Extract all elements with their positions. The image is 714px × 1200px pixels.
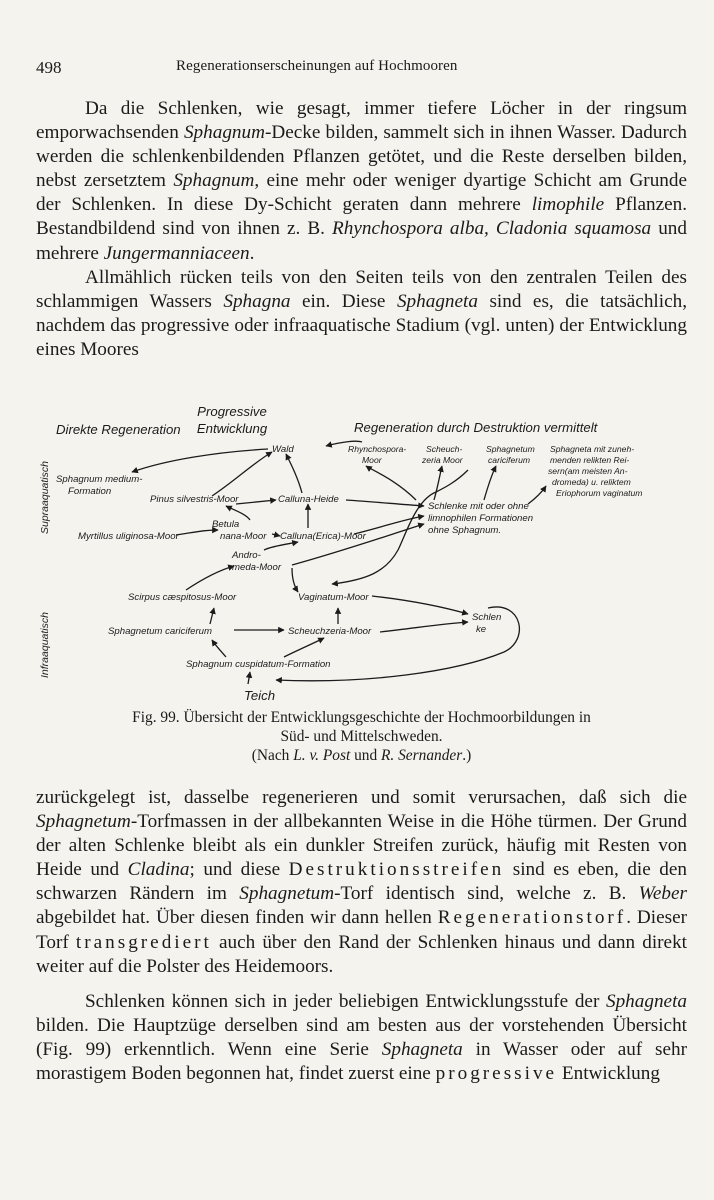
arrow-heide-to-schlenke: [346, 500, 424, 506]
arrow-betula-to-pinus: [226, 506, 250, 520]
arrow-scheuchzeria-to-schlenke: [380, 622, 468, 632]
node-andromeda-2: meda-Moor: [232, 562, 282, 573]
node-relikt-1: Sphagneta mit zuneh-: [550, 444, 635, 454]
arrow-andromeda-to-vaginatum: [292, 568, 298, 592]
arrow-schlenke-to-relikt: [528, 486, 546, 504]
node-relikt-3: sern(am meisten An-: [548, 466, 628, 476]
figure-caption: [36, 708, 687, 765]
label-supraaquatisch: Supraaquatisch: [39, 461, 51, 534]
body-text-bottom: [36, 786, 687, 1086]
caption-line-2: Süd- und Mittelschweden.: [280, 728, 443, 745]
caption-line-1: Fig. 99. Übersicht der Entwicklungsgeschichte der Hochmoorbildungen in: [132, 709, 591, 726]
arrow-scirpus-to-andromeda: [186, 566, 234, 590]
heading-progressive: Progressive: [197, 404, 267, 419]
node-schlenke-2: ke: [476, 624, 487, 635]
heading-direkte-regeneration: Direkte Regeneration: [56, 422, 181, 437]
label-infraaquatisch: Infraaquatisch: [39, 612, 51, 678]
arrow-vaginatum-to-schlenke: [372, 596, 468, 614]
arrow-andromeda-to-erica: [264, 542, 298, 550]
arrow-cuspidatum-to-scheuchzeria: [284, 638, 324, 657]
node-wald: Wald: [272, 444, 294, 455]
paragraph-regenerieren: zurückgelegt ist, dasselbe regenerieren und somit verursachen, daß sich die Sphagnetum-Torfmassen in der allbekannten Weise in die Höhe türmen. Der Grund der alten Schlenke bleibt als ein dunkler Streifen zurück, häufig mit Resten von Heide und Cladina; und diese Destruktionsstreifen sind es eben, die den schwarzen Rändern im Sphagnetum-Torf identisch sind, welche z. B. Weber abgebildet hat. Über diesen finden wir dann hellen Regenerationstorf. Dieser Torf transgrediert auch über den Rand der Schlenken hinaus und dann direkt weiter auf die Polster des Heidemoors.: [36, 787, 688, 977]
caption-line-3: (Nach L. v. Post und R. Sernander.): [251, 747, 472, 764]
body-text-top: [36, 97, 687, 362]
node-scheuchzeria-2: zeria Moor: [422, 455, 463, 465]
node-betula-1: Betula: [212, 519, 240, 530]
node-scirpus-moor: Scirpus cæspitosus-Moor: [128, 592, 237, 603]
figure-99-diagram: [36, 400, 687, 704]
node-teich: Teich: [244, 688, 276, 703]
node-pinus-moor: Pinus silvestris-Moor: [150, 494, 239, 505]
node-calluna-erica-moor: Calluna(Erica)-Moor: [280, 531, 366, 542]
arrow-caric-to-scirpus: [210, 608, 214, 624]
node-sphagnetum-cariciferum-2: cariciferum: [488, 455, 531, 465]
node-vaginatum-moor: Vaginatum-Moor: [298, 592, 369, 603]
arrow-pinus-to-wald: [212, 452, 272, 496]
running-title: Regenerationserscheinungen auf Hochmooren: [176, 58, 458, 74]
arrow-schlenke-to-rhynchospora: [366, 466, 416, 500]
page-header: [36, 58, 676, 82]
page-number: 498: [36, 58, 62, 77]
node-andromeda-1: Andro-: [232, 550, 261, 561]
node-sphagnum-medium-1: Sphagnum medium-: [56, 474, 143, 485]
heading-destruktion: Regeneration durch Destruktion vermittelt: [354, 420, 598, 435]
node-cuspidatum-formation: Sphagnum cuspidatum-Formation: [186, 659, 331, 670]
node-relikt-2: menden relikten Rei-: [550, 455, 630, 465]
arrow-betula-to-calluna-erica: [272, 534, 280, 536]
paragraph-schlenken-entwicklungsstufe: Schlenken können sich in jeder beliebigen Entwicklungsstufe der Sphagneta bilden. Die Hauptzüge derselben sind am besten aus der vorstehenden Übersicht (Fig. 99) erkenntlich. Wenn eine Serie Sphagneta in Wasser oder auf sehr morastigem Boden begonnen hat, findet zuerst eine progressive Entwicklung: [36, 990, 687, 1085]
arrow-cuspidatum-to-caric: [212, 640, 226, 657]
node-sphagnetum-cariciferum: Sphagnetum cariciferum: [108, 626, 212, 637]
node-relikt-5: Eriophorum vaginatum: [556, 488, 643, 498]
arrow-erica-to-schlenke: [354, 516, 424, 534]
node-rhynchospora-1: Rhynchospora-: [348, 444, 407, 454]
succession-diagram: [36, 400, 687, 704]
node-scheuchzeria-moor: Scheuchzeria-Moor: [288, 626, 372, 637]
node-calluna-heide: Calluna-Heide: [278, 494, 339, 505]
node-sphagnum-medium-2: Formation: [68, 486, 112, 497]
heading-entwicklung: Entwicklung: [196, 421, 268, 436]
node-scheuchzeria-1: Scheuch-: [426, 444, 463, 454]
arrow-schlenke-to-sphagnetum: [484, 466, 496, 500]
arrow-calluna-to-wald: [286, 454, 302, 493]
arrow-myrtillus-to-betula: [176, 530, 218, 535]
node-sphagnetum-cariciferum-1: Sphagnetum: [486, 444, 535, 454]
node-rhynchospora-2: Moor: [362, 455, 382, 465]
diagram-arrows: [132, 441, 546, 684]
arrow-teich-to-cuspidatum: [248, 672, 250, 684]
node-relikt-4: dromeda) u. reliktem: [552, 477, 631, 487]
arrow-pinus-to-calluna: [236, 500, 276, 504]
paragraph-sphagna-ein: Allmählich rücken teils von den Seiten teils von den zentralen Teilen des schlammigen Wassers Sphagna ein. Diese Sphagneta sind es, die tatsächlich, nachdem das progressive oder infraaquatische Stadium (vgl. unten) der Entwicklung eines Moores: [36, 266, 687, 360]
node-schlenke-limnophil-3: ohne Sphagnum.: [428, 525, 502, 536]
node-betula-2: nana-Moor: [220, 531, 267, 542]
node-myrtillus-moor: Myrtillus uliginosa-Moor: [78, 531, 179, 542]
node-schlenke-limnophil-2: limnophilen Formationen: [428, 513, 534, 524]
node-schlenke-1: Schlen: [472, 612, 502, 623]
node-schlenke-limnophil-1: Schlenke mit oder ohne: [428, 501, 529, 512]
arrow-schlenke-to-scheuchzeria: [434, 466, 442, 500]
paragraph-schlenken-wasser: Da die Schlenken, wie gesagt, immer tiefere Löcher in der ringsum emporwachsenden Sphagnum-Decke bilden, sammelt sich in ihnen Wasser. Dadurch werden die schlenkenbildenden Pflanzen getötet, und die Reste derselben bilden, nebst zersetztem Sphagnum, eine mehr oder weniger dyartige Schicht am Grunde der Schlenken. In diese Dy-Schicht geraten dann mehrere limophile Pflanzen. Bestandbildend sind von ihnen z. B. Rhynchospora alba, Cladonia squamosa und mehrere Jungermanniaceen.: [36, 98, 687, 264]
